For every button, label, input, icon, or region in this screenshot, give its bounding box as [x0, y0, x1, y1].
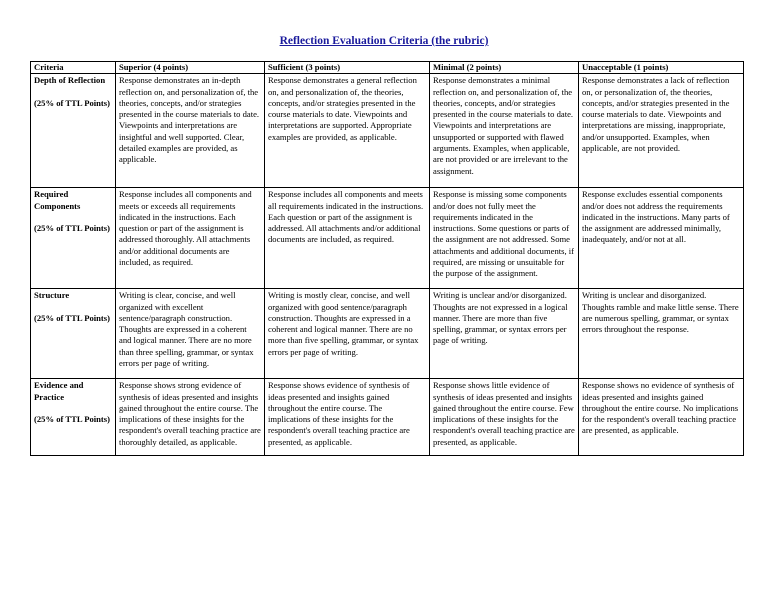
- sufficient-cell: Response shows evidence of synthesis of ideas presented and insights gained throughout the entire course. The implications of these insights for the respondent's overall teaching practice are presented, as applicable.: [265, 379, 430, 456]
- criteria-weight: (25% of TTL Points): [34, 312, 111, 323]
- minimal-cell: Response shows little evidence of synthesis of ideas presented and insights gained throughout the entire course. Few implications of these insights for the respondent's overall teaching practice are presented, as applicable.: [430, 379, 579, 456]
- criteria-cell: [31, 289, 116, 379]
- minimal-cell: Response demonstrates a minimal reflection on, and personalization of, the theories, concepts, and/or strategies presented in the course materials to date. Viewpoints and interpretations are unsupported or supported with flawed arguments. Examples, when applicable, are not provided or are irrelevant to the assignment.: [430, 74, 579, 188]
- superior-cell: Response shows strong evidence of synthesis of ideas presented and insights gained throughout the entire course. The implications of these insights for the respondent's overall teaching practice are thoroughly detailed, as applicable.: [116, 379, 265, 456]
- criteria-name: Required Components: [34, 189, 81, 211]
- header-sufficient: Sufficient (3 points): [265, 62, 430, 74]
- rubric-row-depth-of-reflection: [31, 74, 744, 188]
- rubric-row-evidence-and-practice: [31, 379, 744, 456]
- unacceptable-cell: Response excludes essential components and/or does not address the requirements indicated in the instructions. Many parts of the assignment are addressed minimally, inadequately, and/or not at all.: [579, 188, 744, 289]
- header-unacceptable: Unacceptable (1 points): [579, 62, 744, 74]
- unacceptable-cell: Writing is unclear and disorganized. Thoughts ramble and make little sense. There are numerous spelling, grammar, or syntax errors throughout the response.: [579, 289, 744, 379]
- criteria-cell: [31, 188, 116, 289]
- criteria-name: Structure: [34, 290, 70, 301]
- header-minimal: Minimal (2 points): [430, 62, 579, 74]
- sufficient-cell: Writing is mostly clear, concise, and well organized with good sentence/paragraph construction. Thoughts are expressed in a coherent and logical manner. There are no more than five spelling, grammar, or syntax errors per page of writing.: [265, 289, 430, 379]
- criteria-weight: (25% of TTL Points): [34, 413, 111, 424]
- minimal-cell: Response is missing some components and/or does not fully meet the requirements indicated in the instructions. Some questions or parts of the assignment are not addressed. Some attachments and additional documents, if required, are missing or unsuitable for the purpose of the assignment.: [430, 188, 579, 289]
- rubric-header-row: [31, 62, 744, 74]
- sufficient-cell: Response demonstrates a general reflection on, and personalization of, the theories, concepts, and/or strategies presented in the course materials to date. Viewpoints and interpretations are supported. Appropriate examples are provided, as applicable.: [265, 74, 430, 188]
- header-criteria: Criteria: [31, 62, 116, 74]
- criteria-weight: (25% of TTL Points): [34, 222, 111, 233]
- criteria-name: Depth of Reflection: [34, 75, 106, 86]
- document-title: Reflection Evaluation Criteria (the rubric): [279, 35, 489, 47]
- sufficient-cell: Response includes all components and meets all requirements indicated in the instructions. Each question or part of the assignment is addressed. All attachments and/or additional documents are included, as required.: [265, 188, 430, 289]
- header-superior: Superior (4 points): [116, 62, 265, 74]
- unacceptable-cell: Response demonstrates a lack of reflection on, or personalization of, the theories, concepts, and/or strategies presented in the course materials to date. Viewpoints and interpretations are missing, inappropriate, and/or unsupported. Examples, when applicable, are not provided.: [579, 74, 744, 188]
- superior-cell: Response includes all components and meets or exceeds all requirements indicated in the instructions. Each question or part of the assignment is addressed thoroughly. All attachments and/or additional documents are included, as required.: [116, 188, 265, 289]
- minimal-cell: Writing is unclear and/or disorganized. Thoughts are not expressed in a logical manner. There are more than five spelling, grammar, or syntax errors per page of writing.: [430, 289, 579, 379]
- rubric-table: [30, 61, 744, 456]
- rubric-row-required-components: [31, 188, 744, 289]
- unacceptable-cell: Response shows no evidence of synthesis of ideas presented and insights gained throughout the entire course. No implications for the respondent's overall teaching practice are presented, as applicable.: [579, 379, 744, 456]
- rubric-row-structure: [31, 289, 744, 379]
- superior-cell: Writing is clear, concise, and well organized with excellent sentence/paragraph construction. Thoughts are expressed in a coherent and logical manner. There are no more than three spelling, grammar, or syntax errors per page of writing.: [116, 289, 265, 379]
- criteria-weight: (25% of TTL Points): [34, 97, 111, 108]
- criteria-name: Evidence and Practice: [34, 380, 84, 402]
- criteria-cell: [31, 379, 116, 456]
- superior-cell: Response demonstrates an in-depth reflection on, and personalization of, the theories, concepts, and/or strategies presented in the course materials to date. Viewpoints and interpretations are insightful and well supported. Clear, detailed examples are provided, as applicable.: [116, 74, 265, 188]
- criteria-cell: [31, 74, 116, 188]
